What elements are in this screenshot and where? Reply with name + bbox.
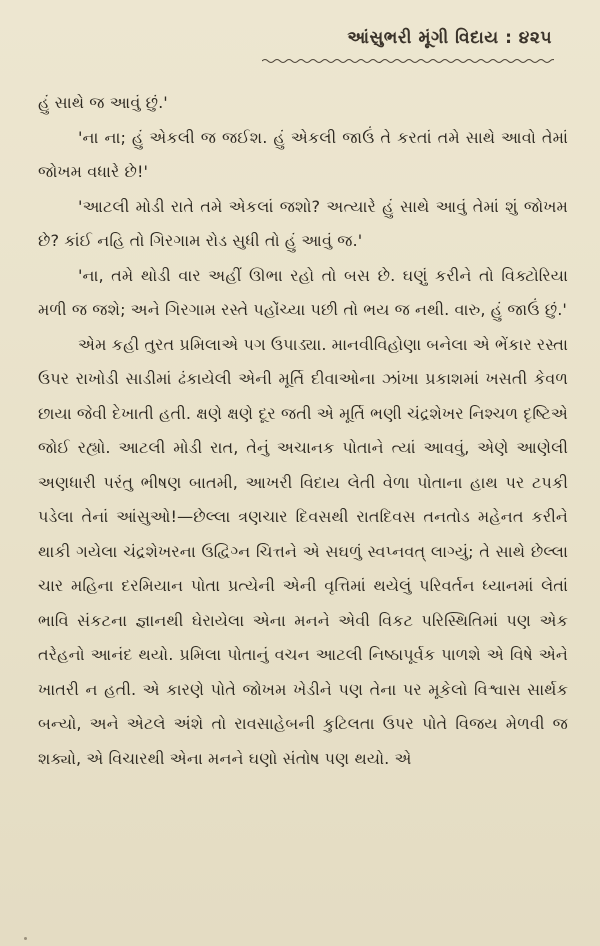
paragraph: એમ કહી તુરત પ્રમિલાએ પગ ઉપાડ્યા. માનવીવિહોણા બનેલા એ ભેંકાર રસ્તા ઉપર રાખોડી સાડીમાં ઢંકાયેલી એની મૂર્તિ દીવાઓના ઝાંખા પ્રકાશમાં ખસતી કેવળ છાયા જેવી દેખાતી હતી. ક્ષણે ક્ષણે દૂર જતી એ મૂર્તિ ભણી ચંદ્રશેખર નિશ્ચળ દૃષ્ટિએ જોઈ રહ્યો. આટલી મોડી રાત, તેનું અચાનક પોતાને ત્યાં આવવું, એણે આણેલી અણધારી પરંતુ ભીષણ બાતમી, આખરી વિદાય લેતી વેળા પોતાના હાથ પર ટપકી પડેલા તેનાં આંસુઓ!—છેલ્લા ત્રણચાર દિવસથી રાતદિવસ તનતોડ મહેનત કરીને થાકી ગયેલા ચંદ્રશેખરના ઉદ્વિગ્ન ચિત્તને એ સઘળું સ્વપ્નવત્ લાગ્યું; તે સાથે છેલ્લા ચાર મહિના દરમિયાન પોતા પ્રત્યેની એની વૃત્તિમાં થયેલું પરિવર્તન ધ્યાનમાં લેતાં ભાવિ સંકટના જ્ઞાનથી ઘેરાયેલા એના મનને એવી વિકટ પરિસ્થિતિમાં પણ એક તરેહનો આનંદ થયો. પ્રમિલા પોતાનું વચન આટલી નિષ્ઠાપૂર્વક પાળશે એ વિષે એને ખાતરી ન હતી. એ કારણે પોતે જોખમ ખેડીને પણ તેના પર મૂકેલો વિશ્વાસ સાર્થક બન્યો, અને એટલે અંશે તો રાવસાહેબની કુટિલતા ઉપર પોતે વિજય મેળવી જ શક્યો, એ વિચારથી એના મનને ઘણો સંતોષ પણ થયો. એ — [38, 334, 568, 768]
paragraph: 'ના ના; હું એકલી જ જઈશ. હું એકલી જાઉં તે કરતાં તમે સાથે આવો તેમાં જોખમ વધારે છે!' — [38, 127, 568, 181]
paragraph: 'આટલી મોડી રાતે તમે એકલાં જશો? અત્યારે હું સાથે આવું તેમાં શું જોખમ છે? કાંઈ નહિ તો ગિરગામ રોડ સુધી તો હું આવું જ.' — [38, 196, 568, 250]
body-text — [38, 86, 568, 776]
running-header: આંસુભરી મૂંગી વિદાય : ૪૨૫ — [347, 28, 552, 48]
header-wavy-rule — [262, 58, 554, 64]
paragraph: 'ના, તમે થોડી વાર અહીં ઊભા રહો તો બસ છે. ઘણું કરીને તો વિક્ટોરિયા મળી જ જશે; અને ગિરગામ રસ્તે પહોંચ્યા પછી તો ભય જ નથી. વારુ, હું જાઉં છું.' — [38, 265, 568, 319]
print-speck — [24, 937, 27, 940]
paragraph: હું સાથે જ આવું છું.' — [38, 93, 168, 112]
